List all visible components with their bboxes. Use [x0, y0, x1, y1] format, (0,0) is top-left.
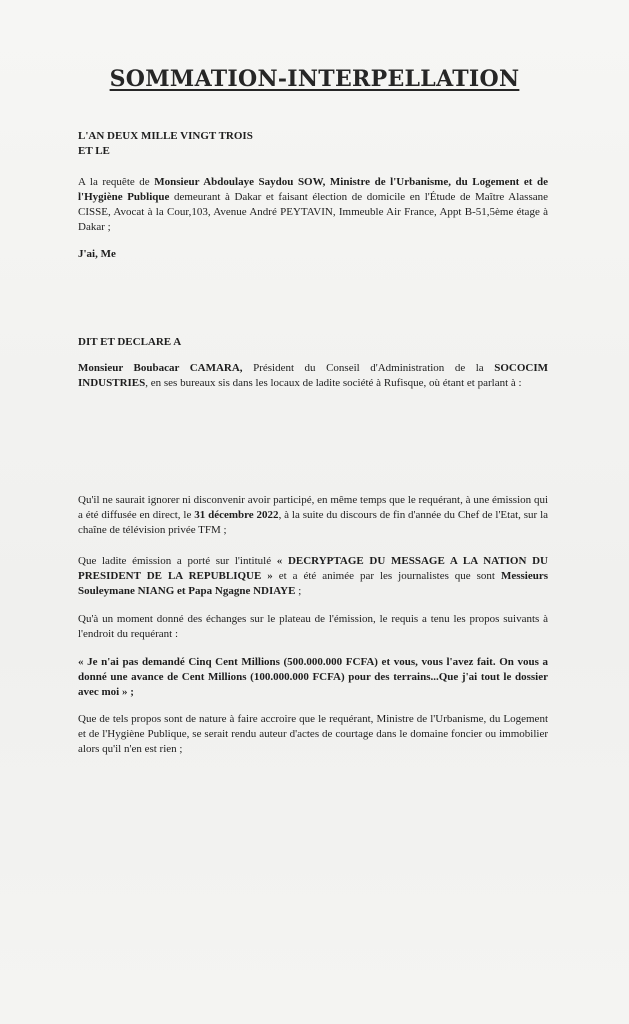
para2-text-1: Que ladite émission a porté sur l'intitulé — [78, 555, 277, 567]
paragraph-emission — [78, 493, 548, 538]
para1-date: 31 décembre 2022 — [194, 509, 279, 521]
paragraph-intitule — [78, 554, 548, 599]
destinataire-text-1: Président du Conseil d'Administration de la — [242, 362, 495, 374]
destinataire-name: Monsieur Boubacar CAMARA, — [78, 362, 243, 374]
emission-title: « DECRYPTAGE DU MESSAGE A LA NATION DU PRESIDENT DE LA REPUBLIQUE » — [78, 555, 548, 582]
date-line-1: L'AN DEUX MILLE VINGT TROIS — [78, 130, 253, 142]
requete-paragraph — [78, 175, 548, 235]
date-heading — [78, 129, 548, 159]
requerant-name: Monsieur Abdoulaye Saydou SOW, Ministre de l'Urbanisme, du Logement et de l'Hygiène Publique — [78, 176, 549, 203]
requete-text-2: demeurant à Dakar et faisant élection de domicile en l'Étude de Maître Alassane CISSE, Avocat à la Cour,103, Avenue André PEYTAVIN, Immeuble Air France, Appt B-51,5ème étage à Dakar ; — [78, 191, 548, 233]
para2-text-3: ; — [295, 585, 302, 597]
journalists-names: Messieurs Souleymane NIANG et Papa Ngagne NDIAYE — [78, 570, 548, 597]
para1-text-2: , à la suite du discours de fin d'année du Chef de l'Etat, sur la chaîne de télévision privée TFM ; — [78, 509, 549, 536]
dit-declare-heading: DIT ET DECLARE A — [78, 336, 182, 348]
para1-text-1: Qu'il ne saurait ignorer ni disconvenir avoir participé, en même temps que le requérant, à une émission qui a été diffusée en direct, le — [78, 494, 548, 521]
para2-text-2: et a été animée par les journalistes que sont — [272, 570, 501, 582]
jai-me-line: J'ai, Me — [78, 248, 116, 260]
date-line-2: ET LE — [78, 145, 110, 157]
destinataire-paragraph — [78, 361, 548, 391]
document-title: SOMMATION-INTERPELLATION — [109, 66, 520, 92]
company-name: SOCOCIM INDUSTRIES — [78, 362, 548, 389]
destinataire-text-2: , en ses bureaux sis dans les locaux de ladite société à Rufisque, où étant et parlant à : — [145, 377, 522, 389]
paragraph-propos: Qu'à un moment donné des échanges sur le plateau de l'émission, le requis a tenu les propos suivants à l'endroit du requérant : — [78, 613, 548, 640]
paragraph-conclusion: Que de tels propos sont de nature à faire accroire que le requérant, Ministre de l'Urbanisme, du Logement et de l'Hygiène Publique, se serait rendu auteur d'actes de courtage dans le domaine foncier ou immobilier alors qu'il n'en est rien ; — [78, 713, 548, 755]
quote-paragraph: « Je n'ai pas demandé Cinq Cent Millions (500.000.000 FCFA) et vous, vous l'avez fait. On vous a donné une avance de Cent Millions (100.000.000 FCFA) pour des terrains...Que j'ai tout le dossier avec moi » ; — [78, 656, 548, 698]
requete-text-1: A la requête de — [78, 176, 155, 188]
